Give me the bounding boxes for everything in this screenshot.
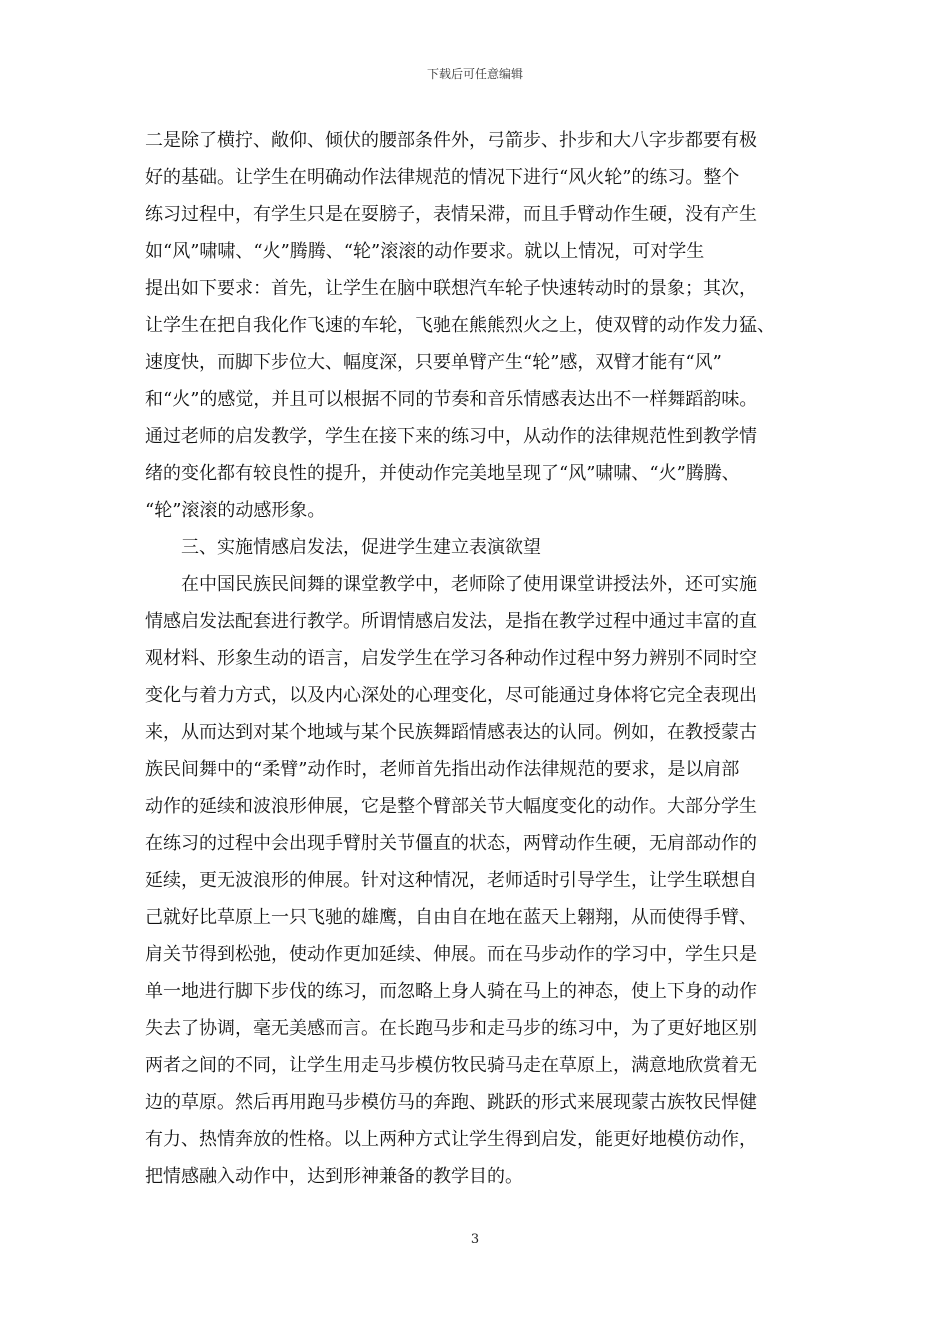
text-line: 失去了协调，毫无美感而言。在长跑马步和走马步的练习中，为了更好地区别 bbox=[145, 1018, 757, 1039]
section-heading bbox=[145, 529, 807, 566]
text-line: 肩关节得到松弛，使动作更加延续、伸展。而在马步动作的学习中，学生只是 bbox=[145, 944, 757, 965]
text-line: 族民间舞中的“柔臂”动作时，老师首先指出动作法律规范的要求，是以肩部 bbox=[145, 759, 740, 780]
text-line: 情感启发法配套进行教学。所谓情感启发法，是指在教学过程中通过丰富的直 bbox=[145, 611, 757, 632]
text-line: 有力、热情奔放的性格。以上两种方式让学生得到启发，能更好地模仿动作， bbox=[145, 1129, 757, 1150]
text-line: 己就好比草原上一只飞驰的雄鹰，自由自在地在蓝天上翱翔，从而使得手臂、 bbox=[145, 907, 757, 928]
text-line: 通过老师的启发教学，学生在接下来的练习中，从动作的法律规范性到教学情 bbox=[145, 426, 757, 447]
text-line: 在中国民族民间舞的课堂教学中，老师除了使用课堂讲授法外，还可实施 bbox=[181, 574, 757, 595]
text-line: 边的草原。然后再用跑马步模仿马的奔跑、跳跃的形式来展现蒙古族牧民悍健 bbox=[145, 1092, 757, 1113]
text-line: 动作的延续和波浪形伸展，它是整个臂部关节大幅度变化的动作。大部分学生 bbox=[145, 796, 757, 817]
page-number: 3 bbox=[470, 1232, 480, 1247]
page-header: 下载后可任意编辑 bbox=[426, 67, 523, 81]
paragraph-1 bbox=[145, 122, 807, 529]
document-body bbox=[145, 122, 807, 1195]
text-line: 单一地进行脚下步伐的练习，而忽略上身人骑在马上的神态，使上下身的动作 bbox=[145, 981, 757, 1002]
text-line: 把情感融入动作中，达到形神兼备的教学目的。 bbox=[145, 1166, 523, 1187]
text-line: 绪的变化都有较良性的提升，并使动作完美地呈现了“风”啸啸、“火”腾腾、 bbox=[145, 463, 740, 484]
text-line: 两者之间的不同，让学生用走马步模仿牧民骑马走在草原上，满意地欣赏着无 bbox=[145, 1055, 757, 1076]
section-heading-text: 三、实施情感启发法，促进学生建立表演欲望 bbox=[181, 537, 541, 558]
text-line: 二是除了横拧、敞仰、倾伏的腰部条件外，弓箭步、扑步和大八字步都要有极 bbox=[145, 130, 757, 151]
text-line: 来，从而达到对某个地域与某个民族舞蹈情感表达的认同。例如，在教授蒙古 bbox=[145, 722, 757, 743]
text-line: 练习过程中，有学生只是在耍膀子，表情呆滞，而且手臂动作生硬，没有产生 bbox=[145, 204, 757, 225]
text-line: 变化与着力方式，以及内心深处的心理变化，尽可能通过身体将它完全表现出 bbox=[145, 685, 757, 706]
text-line: 观材料、形象生动的语言，启发学生在学习各种动作过程中努力辨别不同时空 bbox=[145, 648, 757, 669]
text-line: 好的基础。让学生在明确动作法律规范的情况下进行“风火轮”的练习。整个 bbox=[145, 167, 740, 188]
text-line: 在练习的过程中会出现手臂肘关节僵直的状态，两臂动作生硬，无肩部动作的 bbox=[145, 833, 757, 854]
text-line: 如“风”啸啸、“火”腾腾、“轮”滚滚的动作要求。就以上情况，可对学生 bbox=[145, 241, 705, 262]
text-line: 让学生在把自我化作飞速的车轮，飞驰在熊熊烈火之上，使双臂的动作发力猛、 bbox=[145, 315, 775, 336]
text-line: “轮”滚滚的动感形象。 bbox=[145, 500, 326, 521]
paragraph-2 bbox=[145, 566, 807, 1195]
text-line: 速度快，而脚下步位大、幅度深，只要单臂产生“轮”感，双臂才能有“风” bbox=[145, 352, 722, 373]
text-line: 和“火”的感觉，并且可以根据不同的节奏和音乐情感表达出不一样舞蹈韵味。 bbox=[145, 389, 758, 410]
text-line: 延续，更无波浪形的伸展。针对这种情况，老师适时引导学生，让学生联想自 bbox=[145, 870, 757, 891]
text-line: 提出如下要求：首先，让学生在脑中联想汽车轮子快速转动时的景象；其次， bbox=[145, 278, 757, 299]
